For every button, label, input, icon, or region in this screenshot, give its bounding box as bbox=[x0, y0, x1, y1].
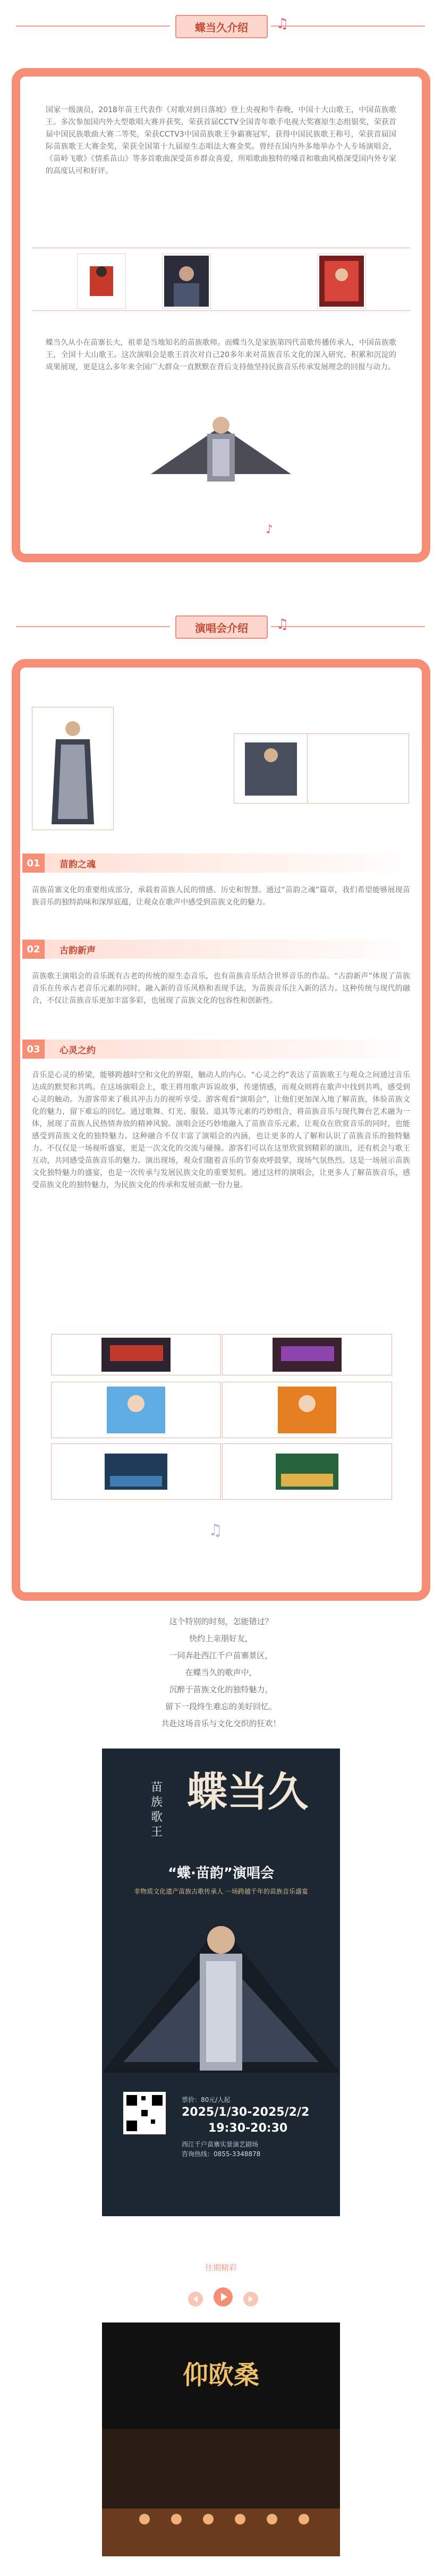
subhead-01-text: 苗族苗寨文化的重要组成部分，承载着苗族人民的情感、历史和智慧。通过“苗韵之魂”篇章，我们希望能够展现苗族音乐的独特韵味和深厚底蕴，让观众在歌声中感受到苗族文化的魅力。 bbox=[32, 886, 410, 907]
subhead-bar bbox=[45, 854, 420, 873]
poster-headline: “蝶·苗韵”演唱会 bbox=[167, 1865, 275, 1881]
intro-paragraph-2: 蝶当久从小在苗寨长大，祖辈是当地知名的苗族歌师。而蝶当久是家族第四代苗歌传播传承人，中国苗族歌王，全国十大山歌王。这次演唱会是歌王首次对自己20多年来对苗族音乐文化的深入研究、积累和沉淀的成果展现，更是这么多年来全国广大群众一直默默在背后支持他坚持民族音乐传承发展理念的回报与动力。 bbox=[46, 339, 396, 371]
concert-poster bbox=[102, 1749, 340, 2216]
footer-line: 共赴这场音乐与文化交织的狂欢！ bbox=[161, 1719, 281, 1728]
play-icon bbox=[214, 2287, 233, 2307]
gallery-cell bbox=[51, 1382, 221, 1438]
photo-strip-rule bbox=[32, 310, 410, 311]
qr-code[interactable] bbox=[123, 2092, 166, 2134]
subhead-title: 古韵新声 bbox=[60, 945, 96, 956]
subhead-number: 03 bbox=[22, 1040, 45, 1059]
subhead-02-text: 苗族歌王演唱会的音乐既有古老的传统的原生态音乐，也有苗族音乐结合世界音乐的作品。“古韵新声”体现了苗族音乐在传承古老音乐元素的同时，融入新的音乐风格和表现手法，为苗族音乐注入新的活力。这种传统与现代的融合，不仅让苗族音乐更加丰富多彩，也展现了苗族文化的包容性和创新性。 bbox=[32, 972, 410, 1005]
subhead-title: 心灵之约 bbox=[60, 1045, 96, 1056]
gallery-cell bbox=[51, 1334, 221, 1375]
concert-photo-left bbox=[32, 707, 114, 830]
subhead-03 bbox=[22, 1040, 420, 1059]
music-note-icon: ♫ bbox=[208, 1521, 223, 1540]
gallery-cell bbox=[222, 1334, 392, 1375]
subhead-number: 01 bbox=[22, 854, 45, 873]
poster-figure bbox=[102, 1903, 340, 2083]
concert-photo-right bbox=[234, 733, 308, 804]
next-icon bbox=[243, 2292, 258, 2307]
gallery-cell bbox=[222, 1443, 392, 1500]
footer-line: 留下一段终生难忘的美好回忆。 bbox=[165, 1702, 277, 1711]
poster-side-label: 苗族歌王 bbox=[151, 1781, 163, 1839]
intro-paragraph-1: 国家一级演员，2018年苗王代表作《对歌对到日落坡》登上央视和牛春晚，中国十大山歌王，中国苗族歌王。多次参加国内外大型歌唱大赛并获奖，荣获首届CCTV全国青年歌手电视大奖赛原生态组银奖，荣获首届中国民族歌曲大赛二等奖，荣获CCTV3中国苗族歌王争霸赛冠军，获得中国民族歌王称号，荣获首届国际苗族歌王大赛金奖，荣获全国第十九届原生态唱法大赛金奖。曾经在国内外多地举办个人专场演唱会，《苗岭飞歌》《情系苗山》等多首歌曲深受苗乡群众喜爱，所唱歌曲独特的嗓音和歌曲风格深受国内外专家的高度认可和好评。 bbox=[46, 106, 396, 175]
play-button[interactable] bbox=[214, 2287, 233, 2307]
music-note-icon: ♪ bbox=[266, 523, 274, 536]
footer-line: 沉醉于苗族文化的独特魅力， bbox=[169, 1685, 273, 1694]
subhead-bar bbox=[45, 940, 420, 959]
subhead-number: 02 bbox=[22, 940, 45, 959]
subhead-bar bbox=[45, 1040, 420, 1059]
subhead-03-text: 音乐是心灵的桥梁，能够跨越时空和文化的界限，触动人的内心。“心灵之约”表达了苗族歌王与观众之间通过音乐达成的默契和共鸣。在这场演唱会上，歌王将用歌声诉说故事，传递情感，而观众则将在歌声中找到共鸣，感受到心灵的触动。为游客带来了极具冲击力的视听享受。游客观看“演唱会”，让他们更加深入地了解苗族，体验苗族文化的魅力，留下难忘的回忆。通过歌舞、灯光、服装、道具等元素的巧妙组合，将苗族音乐与现代舞台艺术融为一体，展现了苗族人民热情奔放的精神风貌。演唱会还巧妙地融入了苗族音乐元素，让观众在欣赏音乐的同时，也能感受到苗族文化的独特魅力。这种融合不仅丰富了演唱会的内涵，也让更多的人了解和认识了苗族音乐的独特魅力。不仅仅是一场视听盛宴，更是一次文化的交流与碰撞。游客们可以在这里欣赏到精彩的演出，还有机会与歌王互动，共同感受苗族音乐的魅力。演出现场，观众们随着音乐的节奏欢呼鼓掌，现场气氛热烈。这是一场展示苗族文化独特魅力的盛宴，也是一次传承与发展民族文化的重要契机。通过这样的演唱会，让更多人了解苗族音乐，感受苗族文化的独特魅力，为民族文化的传承和发展贡献一份力量。 bbox=[32, 1071, 410, 1189]
stage-photo bbox=[102, 2429, 340, 2556]
intro-photo-1 bbox=[78, 254, 125, 308]
footer-line: 一同奔赴西江千户苗寨景区， bbox=[169, 1651, 273, 1660]
footer-line: 快约上亲朋好友， bbox=[189, 1634, 253, 1643]
next-button[interactable] bbox=[243, 2292, 258, 2307]
section-title-concert bbox=[175, 615, 268, 639]
subhead-title: 苗韵之魂 bbox=[60, 859, 96, 870]
gallery-cell bbox=[51, 1443, 221, 1500]
more-label: 往期精彩 bbox=[205, 2263, 237, 2273]
banner-line-right bbox=[271, 26, 425, 27]
music-note-icon: ♫ bbox=[276, 616, 289, 632]
poster-date: 2025/1/30-2025/2/2 bbox=[182, 2106, 310, 2119]
subhead-01 bbox=[22, 854, 420, 873]
banner-line-right bbox=[271, 626, 425, 627]
section-title-intro-text: 蝶当久介绍 bbox=[195, 21, 248, 34]
prev-icon bbox=[188, 2292, 203, 2307]
music-note-icon: ♫ bbox=[276, 16, 289, 32]
poster-venue: 西江千户苗寨实景演艺剧场 bbox=[182, 2141, 259, 2148]
subhead-02 bbox=[22, 940, 420, 959]
section-title-intro bbox=[175, 15, 268, 38]
poster-subline: 非物质文化遗产苗族古歌传承人 一场跨越千年的苗族音乐盛宴 bbox=[134, 1888, 308, 1895]
intro-photo-2 bbox=[163, 254, 210, 308]
gallery-cell bbox=[222, 1382, 392, 1438]
footer-line: 这个特别的时刻，怎能错过？ bbox=[169, 1617, 273, 1626]
poster-price: 票价：80元/人起 bbox=[182, 2096, 231, 2104]
poster-time: 19:30-20:30 bbox=[208, 2122, 288, 2135]
intro-portrait bbox=[140, 405, 302, 488]
video-thumbnail[interactable] bbox=[102, 2322, 340, 2556]
video-caption: 仰欧桑 bbox=[182, 2360, 259, 2390]
banner-line-left bbox=[16, 26, 170, 27]
poster-hotline: 咨询热线：0855-3348878 bbox=[182, 2150, 261, 2158]
intro-photo-3 bbox=[318, 254, 366, 308]
poster-title: 蝶当久 bbox=[187, 1768, 308, 1815]
footer-line: 在蝶当久的歌声中， bbox=[185, 1668, 257, 1677]
banner-line-left bbox=[16, 626, 170, 627]
concert-photo-blank bbox=[307, 733, 409, 804]
section-title-concert-text: 演唱会介绍 bbox=[195, 621, 248, 635]
prev-button[interactable] bbox=[188, 2292, 203, 2307]
